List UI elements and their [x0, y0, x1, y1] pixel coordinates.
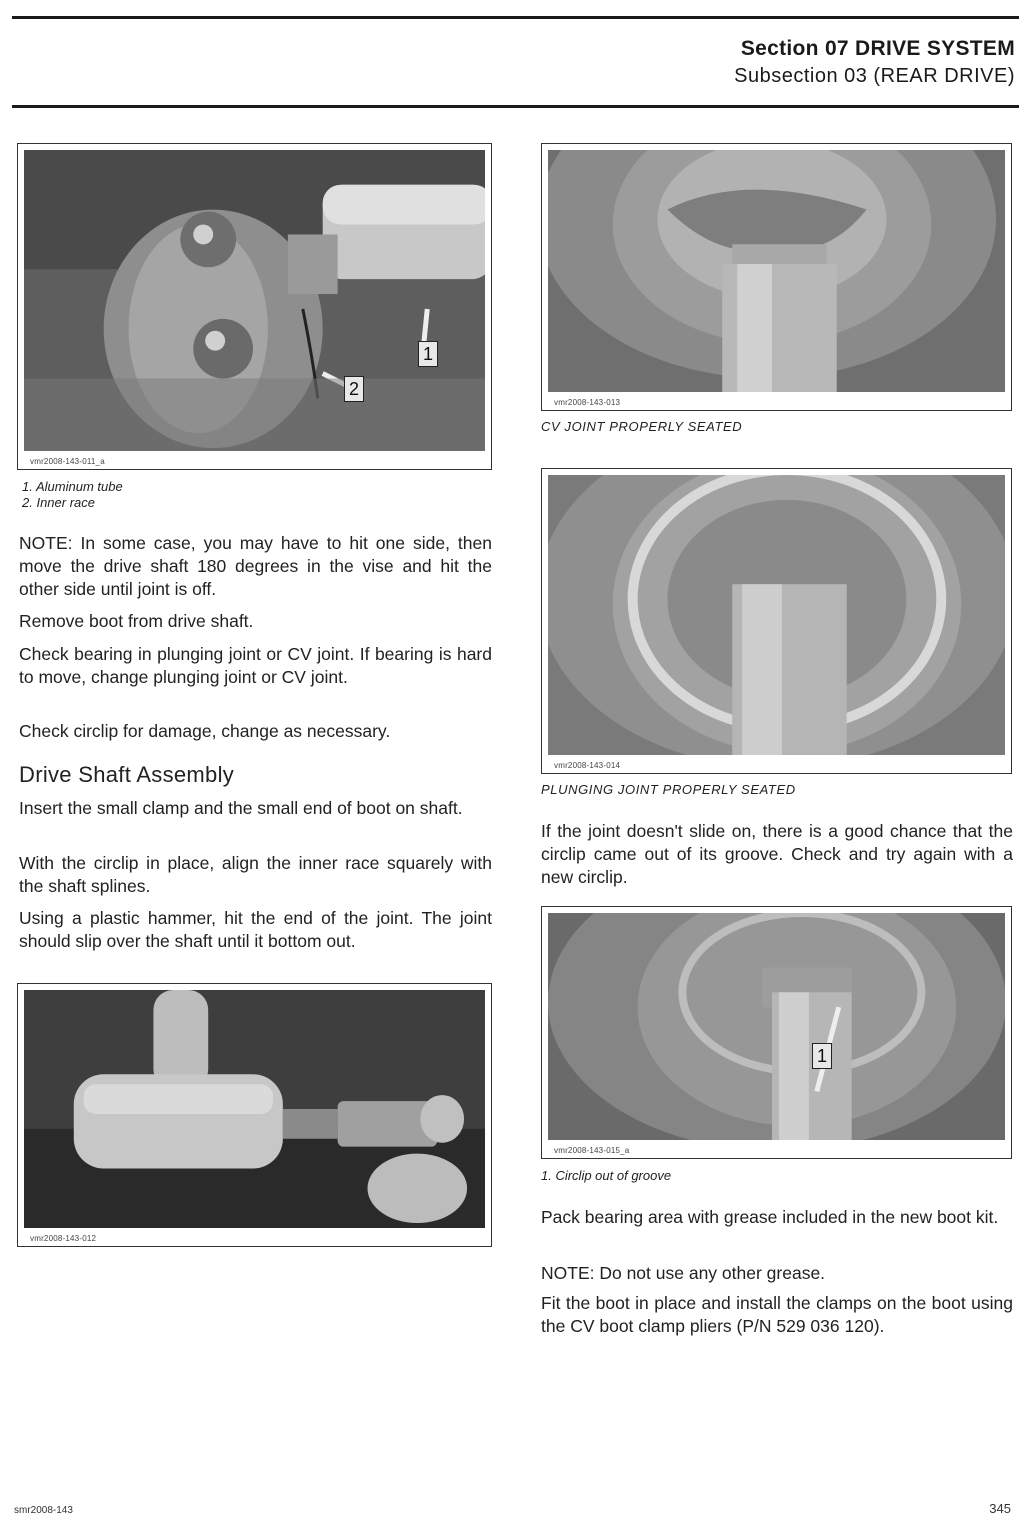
figure-code: vmr2008-143-014	[554, 761, 621, 770]
document-code: smr2008-143	[14, 1505, 73, 1516]
callout-1: 1	[418, 341, 438, 367]
paragraph: Using a plastic hammer, hit the end of the joint. The joint should slip over the shaft until it bottom out.	[19, 908, 492, 951]
figure-circlip-out-of-groove	[541, 906, 1012, 1159]
legend-item: 1. Circlip out of groove	[541, 1168, 672, 1183]
figure-cv-joint	[541, 143, 1012, 411]
section-title: Section 07 DRIVE SYSTEM	[740, 37, 1015, 60]
figure-caption: CV JOINT PROPERLY SEATED	[541, 419, 743, 434]
legend-figure-1	[22, 479, 123, 511]
legend-figure-5	[541, 1168, 671, 1184]
figure-code: vmr2008-143-012	[30, 1234, 97, 1243]
photo-image	[548, 913, 1005, 1140]
photo-image	[24, 150, 485, 451]
top-rule	[12, 16, 1019, 19]
legend-item: 2. Inner race	[22, 495, 95, 510]
note-paragraph: NOTE: In some case, you may have to hit one side, then move the drive shaft 180 degrees in the vise and hit the other side until joint is off.	[19, 533, 492, 599]
paragraph: Pack bearing area with grease included in the new boot kit.	[541, 1207, 999, 1227]
figure-caption: PLUNGING JOINT PROPERLY SEATED	[541, 782, 796, 797]
paragraph: Check bearing in plunging joint or CV joint. If bearing is hard to move, change plunging joint or CV joint.	[19, 644, 492, 687]
callout-1: 1	[812, 1043, 832, 1069]
header-rule	[12, 105, 1019, 108]
photo-image	[24, 990, 485, 1228]
paragraph: Remove boot from drive shaft.	[19, 611, 254, 631]
paragraph: If the joint doesn't slide on, there is a good chance that the circlip came out of its groove. Check and try again with a new circlip.	[541, 821, 1013, 887]
callout-2: 2	[344, 376, 364, 402]
paragraph: Fit the boot in place and install the clamps on the boot using the CV boot clamp pliers (P/N 529 036 120).	[541, 1293, 1013, 1336]
section-heading: Drive Shaft Assembly	[19, 762, 235, 787]
subsection-title: Subsection 03 (REAR DRIVE)	[734, 65, 1015, 87]
paragraph: Check circlip for damage, change as necessary.	[19, 721, 391, 741]
figure-code: vmr2008-143-013	[554, 398, 621, 407]
paragraph: Insert the small clamp and the small end of boot on shaft.	[19, 798, 463, 818]
note-paragraph: NOTE: Do not use any other grease.	[541, 1263, 826, 1283]
page-number: 345	[989, 1501, 1011, 1516]
legend-item: 1. Aluminum tube	[22, 479, 123, 494]
paragraph: With the circlip in place, align the inner race squarely with the shaft splines.	[19, 853, 492, 896]
photo-image	[548, 475, 1005, 755]
photo-image	[548, 150, 1005, 392]
figure-code: vmr2008-143-015_a	[554, 1146, 630, 1155]
figure-plastic-hammer	[17, 983, 492, 1247]
figure-aluminum-tube	[17, 143, 492, 470]
figure-code: vmr2008-143-011_a	[30, 457, 105, 466]
figure-plunging-joint	[541, 468, 1012, 774]
